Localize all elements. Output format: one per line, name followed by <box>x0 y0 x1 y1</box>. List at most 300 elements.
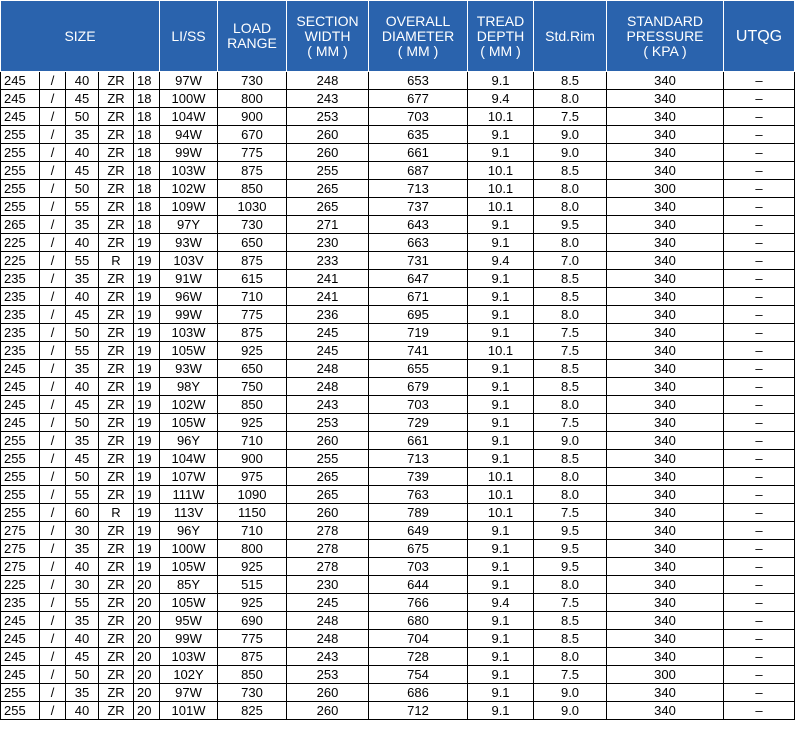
table-row <box>1 540 795 558</box>
table-row <box>1 378 795 396</box>
cell-li-ss: 103W <box>160 324 218 342</box>
cell-construction: ZR <box>99 90 134 108</box>
header-size: SIZE <box>1 1 160 72</box>
cell-load-range: 710 <box>218 432 287 450</box>
cell-rim-diameter: 18 <box>134 180 160 198</box>
cell-standard-pressure: 340 <box>607 504 724 522</box>
cell-standard-pressure: 340 <box>607 288 724 306</box>
cell-load-range: 975 <box>218 468 287 486</box>
cell-tread-depth: 9.4 <box>468 252 534 270</box>
cell-standard-pressure: 340 <box>607 162 724 180</box>
cell-aspect: 50 <box>66 414 99 432</box>
cell-overall-diameter: 687 <box>369 162 468 180</box>
cell-tread-depth: 9.1 <box>468 558 534 576</box>
cell-aspect: 50 <box>66 468 99 486</box>
cell-load-range: 925 <box>218 594 287 612</box>
cell-rim-diameter: 19 <box>134 522 160 540</box>
cell-construction: ZR <box>99 702 134 720</box>
table-row <box>1 180 795 198</box>
cell-construction: R <box>99 252 134 270</box>
cell-aspect: 55 <box>66 252 99 270</box>
cell-load-range: 650 <box>218 360 287 378</box>
cell-width: 245 <box>1 396 40 414</box>
cell-construction: ZR <box>99 684 134 702</box>
cell-standard-pressure: 340 <box>607 630 724 648</box>
cell-utqg: – <box>724 180 795 198</box>
table-row <box>1 522 795 540</box>
cell-rim-diameter: 18 <box>134 162 160 180</box>
cell-utqg: – <box>724 162 795 180</box>
cell-width: 265 <box>1 216 40 234</box>
cell-standard-pressure: 340 <box>607 702 724 720</box>
cell-standard-pressure: 340 <box>607 396 724 414</box>
cell-slash: / <box>40 144 66 162</box>
cell-slash: / <box>40 180 66 198</box>
cell-rim-diameter: 19 <box>134 558 160 576</box>
cell-standard-pressure: 340 <box>607 378 724 396</box>
cell-section-width: 230 <box>287 234 369 252</box>
cell-utqg: – <box>724 558 795 576</box>
cell-load-range: 1030 <box>218 198 287 216</box>
cell-slash: / <box>40 72 66 90</box>
cell-rim-diameter: 19 <box>134 324 160 342</box>
cell-load-range: 730 <box>218 72 287 90</box>
cell-rim-diameter: 19 <box>134 252 160 270</box>
cell-std-rim: 8.5 <box>534 630 607 648</box>
cell-li-ss: 93W <box>160 234 218 252</box>
cell-width: 235 <box>1 324 40 342</box>
cell-standard-pressure: 340 <box>607 414 724 432</box>
cell-construction: ZR <box>99 486 134 504</box>
table-row <box>1 504 795 522</box>
table-row <box>1 612 795 630</box>
cell-standard-pressure: 340 <box>607 144 724 162</box>
cell-utqg: – <box>724 324 795 342</box>
cell-utqg: – <box>724 630 795 648</box>
cell-construction: ZR <box>99 630 134 648</box>
cell-li-ss: 105W <box>160 342 218 360</box>
cell-width: 255 <box>1 198 40 216</box>
cell-tread-depth: 10.1 <box>468 342 534 360</box>
cell-utqg: – <box>724 648 795 666</box>
cell-aspect: 45 <box>66 450 99 468</box>
cell-utqg: – <box>724 90 795 108</box>
cell-width: 255 <box>1 468 40 486</box>
cell-utqg: – <box>724 360 795 378</box>
cell-standard-pressure: 340 <box>607 108 724 126</box>
cell-load-range: 900 <box>218 450 287 468</box>
cell-construction: ZR <box>99 450 134 468</box>
cell-utqg: – <box>724 288 795 306</box>
cell-li-ss: 96Y <box>160 432 218 450</box>
table-body <box>1 72 795 720</box>
cell-section-width: 255 <box>287 162 369 180</box>
cell-utqg: – <box>724 270 795 288</box>
cell-standard-pressure: 340 <box>607 360 724 378</box>
cell-std-rim: 8.0 <box>534 468 607 486</box>
cell-standard-pressure: 340 <box>607 612 724 630</box>
cell-aspect: 55 <box>66 198 99 216</box>
cell-li-ss: 102W <box>160 396 218 414</box>
table-row <box>1 90 795 108</box>
table-row <box>1 576 795 594</box>
cell-std-rim: 8.0 <box>534 90 607 108</box>
cell-overall-diameter: 695 <box>369 306 468 324</box>
cell-rim-diameter: 19 <box>134 306 160 324</box>
cell-li-ss: 105W <box>160 558 218 576</box>
cell-slash: / <box>40 414 66 432</box>
cell-li-ss: 102W <box>160 180 218 198</box>
cell-std-rim: 8.5 <box>534 378 607 396</box>
cell-tread-depth: 9.1 <box>468 270 534 288</box>
cell-std-rim: 7.5 <box>534 414 607 432</box>
cell-width: 235 <box>1 306 40 324</box>
cell-std-rim: 9.5 <box>534 540 607 558</box>
cell-li-ss: 104W <box>160 450 218 468</box>
cell-utqg: – <box>724 504 795 522</box>
cell-section-width: 265 <box>287 180 369 198</box>
cell-section-width: 248 <box>287 360 369 378</box>
cell-slash: / <box>40 90 66 108</box>
cell-std-rim: 8.0 <box>534 180 607 198</box>
cell-std-rim: 8.5 <box>534 288 607 306</box>
cell-standard-pressure: 340 <box>607 648 724 666</box>
cell-utqg: – <box>724 108 795 126</box>
header-liss: LI/SS <box>160 1 218 72</box>
cell-overall-diameter: 679 <box>369 378 468 396</box>
cell-standard-pressure: 340 <box>607 306 724 324</box>
cell-rim-diameter: 20 <box>134 648 160 666</box>
cell-construction: ZR <box>99 216 134 234</box>
table-row <box>1 144 795 162</box>
cell-slash: / <box>40 342 66 360</box>
table-row <box>1 396 795 414</box>
cell-width: 245 <box>1 90 40 108</box>
cell-tread-depth: 9.1 <box>468 540 534 558</box>
cell-width: 255 <box>1 432 40 450</box>
cell-aspect: 40 <box>66 378 99 396</box>
cell-li-ss: 99W <box>160 630 218 648</box>
cell-utqg: – <box>724 378 795 396</box>
cell-aspect: 35 <box>66 432 99 450</box>
cell-slash: / <box>40 522 66 540</box>
cell-load-range: 800 <box>218 540 287 558</box>
cell-slash: / <box>40 162 66 180</box>
cell-overall-diameter: 766 <box>369 594 468 612</box>
cell-aspect: 50 <box>66 324 99 342</box>
cell-tread-depth: 9.1 <box>468 126 534 144</box>
cell-section-width: 233 <box>287 252 369 270</box>
cell-section-width: 248 <box>287 378 369 396</box>
cell-section-width: 271 <box>287 216 369 234</box>
cell-slash: / <box>40 630 66 648</box>
cell-std-rim: 8.0 <box>534 486 607 504</box>
cell-slash: / <box>40 612 66 630</box>
table-row <box>1 234 795 252</box>
cell-tread-depth: 9.1 <box>468 666 534 684</box>
cell-li-ss: 93W <box>160 360 218 378</box>
cell-section-width: 243 <box>287 90 369 108</box>
cell-std-rim: 8.5 <box>534 612 607 630</box>
cell-li-ss: 100W <box>160 90 218 108</box>
cell-slash: / <box>40 288 66 306</box>
cell-aspect: 40 <box>66 558 99 576</box>
cell-tread-depth: 9.1 <box>468 432 534 450</box>
cell-rim-diameter: 19 <box>134 378 160 396</box>
cell-construction: ZR <box>99 594 134 612</box>
cell-standard-pressure: 340 <box>607 216 724 234</box>
cell-std-rim: 8.5 <box>534 162 607 180</box>
cell-section-width: 265 <box>287 486 369 504</box>
cell-rim-diameter: 19 <box>134 414 160 432</box>
cell-construction: ZR <box>99 270 134 288</box>
table-row <box>1 558 795 576</box>
cell-rim-diameter: 19 <box>134 396 160 414</box>
cell-utqg: – <box>724 306 795 324</box>
cell-load-range: 925 <box>218 342 287 360</box>
cell-construction: ZR <box>99 234 134 252</box>
cell-li-ss: 96Y <box>160 522 218 540</box>
cell-li-ss: 97W <box>160 684 218 702</box>
cell-load-range: 515 <box>218 576 287 594</box>
cell-li-ss: 103W <box>160 162 218 180</box>
cell-utqg: – <box>724 702 795 720</box>
cell-utqg: – <box>724 234 795 252</box>
cell-load-range: 750 <box>218 378 287 396</box>
cell-construction: ZR <box>99 288 134 306</box>
cell-rim-diameter: 19 <box>134 360 160 378</box>
cell-li-ss: 103W <box>160 648 218 666</box>
cell-width: 235 <box>1 270 40 288</box>
cell-aspect: 45 <box>66 90 99 108</box>
cell-width: 245 <box>1 108 40 126</box>
cell-section-width: 260 <box>287 126 369 144</box>
cell-load-range: 710 <box>218 288 287 306</box>
table-row <box>1 486 795 504</box>
cell-width: 245 <box>1 360 40 378</box>
cell-std-rim: 7.5 <box>534 666 607 684</box>
cell-slash: / <box>40 576 66 594</box>
cell-standard-pressure: 340 <box>607 72 724 90</box>
cell-tread-depth: 10.1 <box>468 162 534 180</box>
cell-aspect: 30 <box>66 576 99 594</box>
cell-overall-diameter: 729 <box>369 414 468 432</box>
table-row <box>1 360 795 378</box>
cell-load-range: 925 <box>218 414 287 432</box>
cell-section-width: 260 <box>287 702 369 720</box>
cell-slash: / <box>40 432 66 450</box>
cell-rim-diameter: 20 <box>134 702 160 720</box>
cell-utqg: – <box>724 396 795 414</box>
cell-standard-pressure: 340 <box>607 234 724 252</box>
cell-tread-depth: 9.1 <box>468 72 534 90</box>
cell-aspect: 55 <box>66 594 99 612</box>
cell-section-width: 265 <box>287 468 369 486</box>
cell-section-width: 278 <box>287 540 369 558</box>
cell-overall-diameter: 643 <box>369 216 468 234</box>
cell-li-ss: 95W <box>160 612 218 630</box>
cell-width: 255 <box>1 684 40 702</box>
cell-width: 255 <box>1 180 40 198</box>
cell-construction: ZR <box>99 72 134 90</box>
cell-width: 255 <box>1 144 40 162</box>
cell-section-width: 241 <box>287 270 369 288</box>
cell-slash: / <box>40 360 66 378</box>
cell-load-range: 730 <box>218 684 287 702</box>
cell-load-range: 925 <box>218 558 287 576</box>
cell-utqg: – <box>724 666 795 684</box>
cell-utqg: – <box>724 414 795 432</box>
cell-aspect: 55 <box>66 486 99 504</box>
header-tread-depth: TREAD DEPTH ( MM ) <box>468 1 534 72</box>
cell-utqg: – <box>724 468 795 486</box>
cell-aspect: 40 <box>66 288 99 306</box>
cell-standard-pressure: 340 <box>607 342 724 360</box>
table-row <box>1 252 795 270</box>
cell-construction: ZR <box>99 324 134 342</box>
cell-tread-depth: 9.4 <box>468 594 534 612</box>
header-std-rim: Std.Rim <box>534 1 607 72</box>
cell-section-width: 248 <box>287 612 369 630</box>
cell-overall-diameter: 739 <box>369 468 468 486</box>
cell-construction: ZR <box>99 432 134 450</box>
cell-slash: / <box>40 684 66 702</box>
cell-aspect: 35 <box>66 612 99 630</box>
cell-utqg: – <box>724 216 795 234</box>
cell-overall-diameter: 635 <box>369 126 468 144</box>
cell-width: 255 <box>1 504 40 522</box>
cell-utqg: – <box>724 594 795 612</box>
cell-section-width: 253 <box>287 666 369 684</box>
cell-tread-depth: 9.1 <box>468 378 534 396</box>
cell-std-rim: 7.5 <box>534 504 607 522</box>
cell-load-range: 875 <box>218 162 287 180</box>
header-utqg: UTQG <box>724 1 795 72</box>
cell-section-width: 260 <box>287 684 369 702</box>
cell-load-range: 875 <box>218 324 287 342</box>
cell-overall-diameter: 655 <box>369 360 468 378</box>
cell-slash: / <box>40 396 66 414</box>
table-row <box>1 468 795 486</box>
cell-aspect: 40 <box>66 72 99 90</box>
table-row <box>1 126 795 144</box>
cell-aspect: 35 <box>66 216 99 234</box>
cell-construction: ZR <box>99 162 134 180</box>
cell-load-range: 775 <box>218 306 287 324</box>
cell-section-width: 260 <box>287 504 369 522</box>
table-row <box>1 216 795 234</box>
table-row <box>1 108 795 126</box>
cell-construction: ZR <box>99 540 134 558</box>
header-overall-diameter: OVERALL DIAMETER ( MM ) <box>369 1 468 72</box>
cell-load-range: 615 <box>218 270 287 288</box>
cell-std-rim: 9.5 <box>534 558 607 576</box>
cell-rim-diameter: 18 <box>134 72 160 90</box>
cell-std-rim: 7.5 <box>534 324 607 342</box>
cell-tread-depth: 10.1 <box>468 180 534 198</box>
cell-standard-pressure: 340 <box>607 558 724 576</box>
cell-slash: / <box>40 324 66 342</box>
cell-li-ss: 109W <box>160 198 218 216</box>
cell-load-range: 875 <box>218 252 287 270</box>
cell-section-width: 255 <box>287 450 369 468</box>
cell-width: 245 <box>1 648 40 666</box>
cell-construction: ZR <box>99 522 134 540</box>
cell-aspect: 45 <box>66 396 99 414</box>
cell-utqg: – <box>724 522 795 540</box>
cell-aspect: 40 <box>66 630 99 648</box>
cell-load-range: 825 <box>218 702 287 720</box>
cell-slash: / <box>40 540 66 558</box>
cell-section-width: 243 <box>287 648 369 666</box>
cell-construction: ZR <box>99 180 134 198</box>
cell-li-ss: 103V <box>160 252 218 270</box>
cell-width: 255 <box>1 486 40 504</box>
cell-section-width: 253 <box>287 414 369 432</box>
cell-tread-depth: 9.1 <box>468 360 534 378</box>
cell-utqg: – <box>724 252 795 270</box>
cell-overall-diameter: 703 <box>369 108 468 126</box>
cell-rim-diameter: 19 <box>134 234 160 252</box>
cell-overall-diameter: 741 <box>369 342 468 360</box>
cell-aspect: 30 <box>66 522 99 540</box>
cell-aspect: 40 <box>66 234 99 252</box>
cell-construction: ZR <box>99 126 134 144</box>
cell-standard-pressure: 340 <box>607 522 724 540</box>
cell-tread-depth: 9.1 <box>468 414 534 432</box>
cell-width: 245 <box>1 666 40 684</box>
cell-rim-diameter: 19 <box>134 468 160 486</box>
cell-std-rim: 8.5 <box>534 72 607 90</box>
cell-overall-diameter: 653 <box>369 72 468 90</box>
cell-overall-diameter: 647 <box>369 270 468 288</box>
cell-construction: ZR <box>99 144 134 162</box>
header-section-width: SECTION WIDTH ( MM ) <box>287 1 369 72</box>
cell-li-ss: 113V <box>160 504 218 522</box>
cell-li-ss: 101W <box>160 702 218 720</box>
cell-rim-diameter: 20 <box>134 666 160 684</box>
cell-section-width: 265 <box>287 198 369 216</box>
table-row <box>1 306 795 324</box>
cell-slash: / <box>40 270 66 288</box>
cell-aspect: 40 <box>66 144 99 162</box>
cell-std-rim: 8.5 <box>534 450 607 468</box>
cell-width: 225 <box>1 252 40 270</box>
cell-tread-depth: 9.1 <box>468 702 534 720</box>
cell-overall-diameter: 675 <box>369 540 468 558</box>
table-row <box>1 342 795 360</box>
cell-width: 245 <box>1 378 40 396</box>
table-row <box>1 630 795 648</box>
cell-std-rim: 8.0 <box>534 648 607 666</box>
cell-li-ss: 98Y <box>160 378 218 396</box>
cell-load-range: 850 <box>218 666 287 684</box>
cell-tread-depth: 10.1 <box>468 486 534 504</box>
cell-std-rim: 9.0 <box>534 144 607 162</box>
cell-standard-pressure: 340 <box>607 90 724 108</box>
cell-utqg: – <box>724 576 795 594</box>
cell-width: 225 <box>1 576 40 594</box>
cell-std-rim: 8.0 <box>534 198 607 216</box>
cell-std-rim: 9.0 <box>534 702 607 720</box>
cell-std-rim: 9.0 <box>534 126 607 144</box>
cell-rim-diameter: 20 <box>134 630 160 648</box>
cell-aspect: 35 <box>66 270 99 288</box>
cell-aspect: 45 <box>66 162 99 180</box>
cell-tread-depth: 9.1 <box>468 648 534 666</box>
cell-standard-pressure: 340 <box>607 198 724 216</box>
cell-li-ss: 107W <box>160 468 218 486</box>
